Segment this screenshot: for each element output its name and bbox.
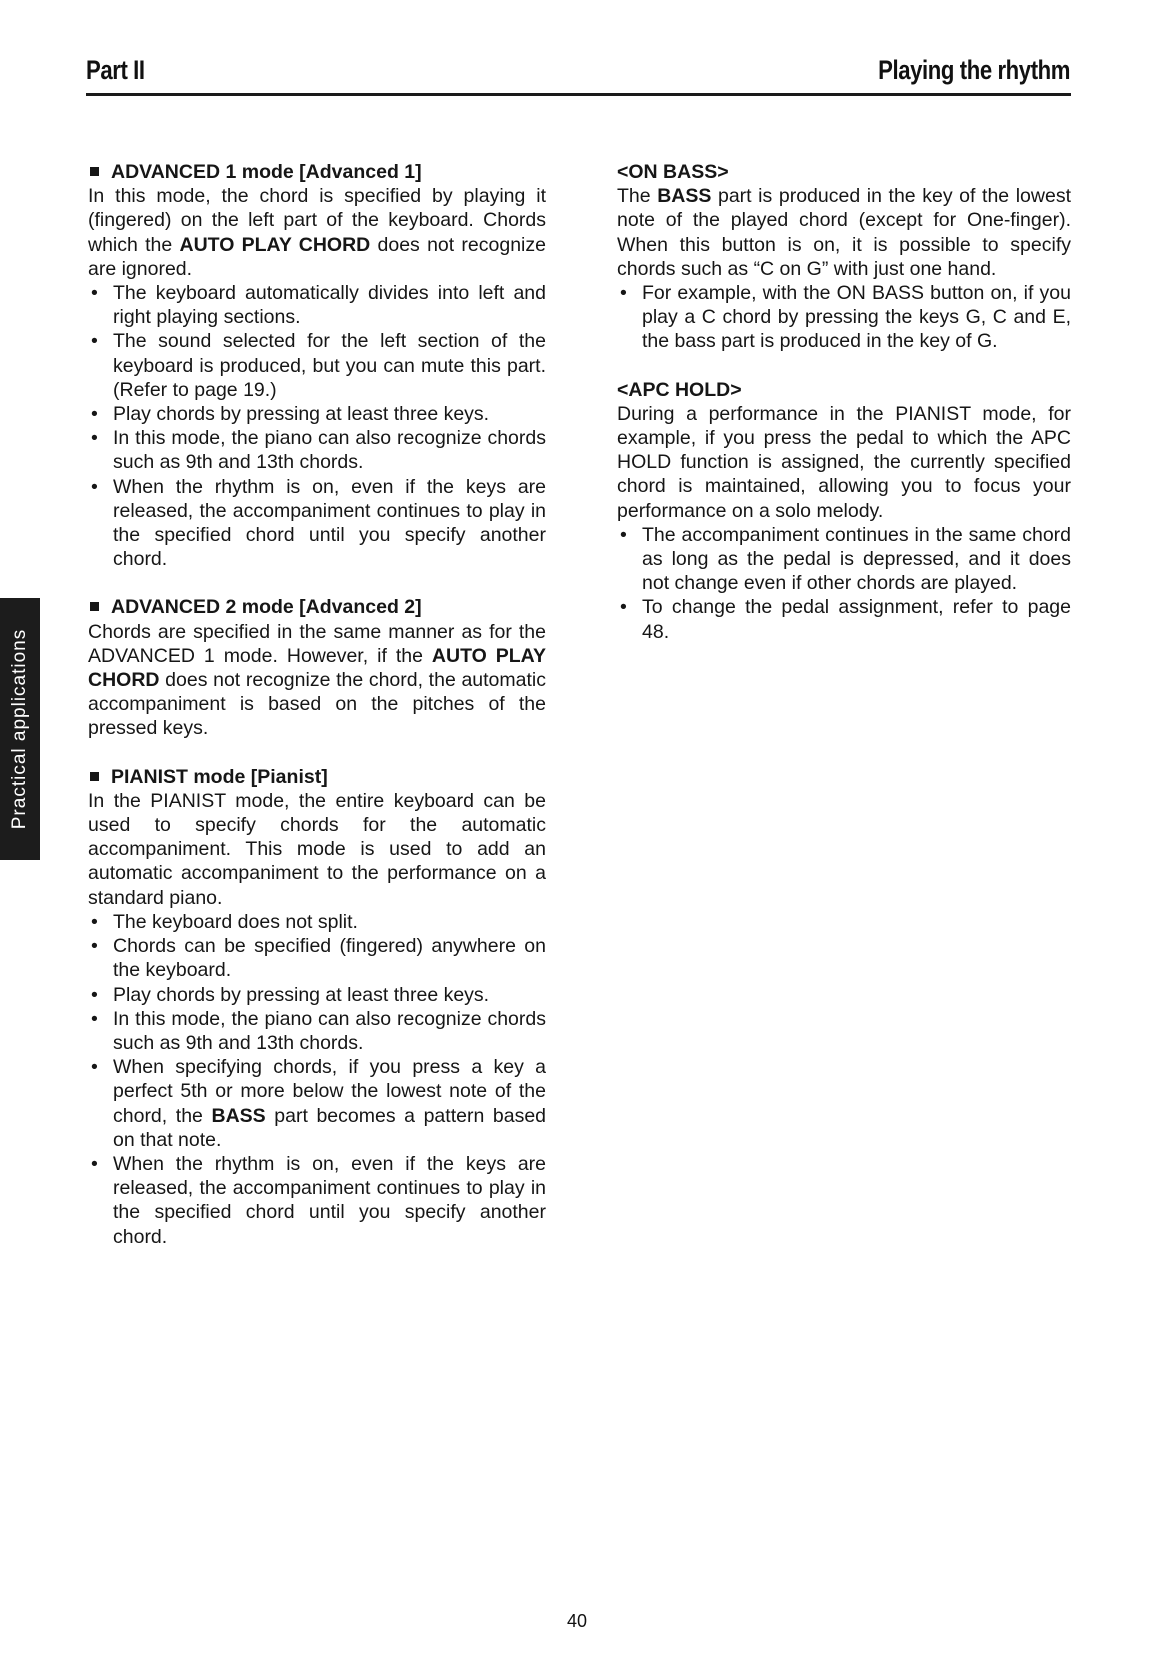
- section-paragraph: The BASS part is produced in the key of the lowest note of the played chord (except for One-finger). When this button is on, it is possible to specify chords such as “C on G” with just one hand.: [617, 185, 1071, 280]
- list-item: • In this mode, the piano can also recognize chords such as 9th and 13th chords.: [91, 1007, 546, 1054]
- section-heading: PIANIST mode [Pianist]: [88, 765, 546, 789]
- section-apc-hold: [617, 378, 1071, 644]
- list-item: • The keyboard does not split.: [91, 910, 358, 933]
- bullet-icon: •: [620, 596, 627, 619]
- part-label: Part II: [86, 55, 145, 85]
- bullet-list: [617, 281, 1071, 354]
- bullet-icon: •: [91, 427, 98, 450]
- section-paragraph: In the PIANIST mode, the entire keyboard can be used to specify chords for the automatic accompaniment. This mode is used to add an automatic accompaniment to the performance on a standard piano.: [88, 789, 546, 909]
- bullet-icon: •: [91, 983, 98, 1006]
- section-heading: <ON BASS>: [617, 161, 729, 183]
- square-bullet-icon: [90, 602, 99, 611]
- square-bullet-icon: [90, 167, 99, 176]
- side-tab-label: Practical applications: [9, 628, 30, 830]
- section-pianist: [88, 765, 546, 1249]
- list-item: • To change the pedal assignment, refer to page 48.: [620, 596, 1071, 643]
- page-number: 40: [566, 1611, 588, 1631]
- list-item: • Play chords by pressing at least three keys.: [91, 403, 490, 426]
- right-column: [617, 160, 1071, 668]
- bullet-list: [88, 281, 546, 571]
- page-title: Playing the rhythm: [878, 55, 1070, 85]
- list-item: • For example, with the ON BASS button on, if you play a C chord by pressing the keys G, C and E, the bass part is produced in the key of G.: [620, 282, 1071, 353]
- section-heading: <APC HOLD>: [617, 378, 742, 401]
- list-item: • When the rhythm is on, even if the keys are released, the accompaniment continues to play in the specified chord until you specify another chord.: [91, 475, 546, 571]
- bullet-icon: •: [91, 1056, 98, 1079]
- section-advanced-2: [88, 595, 546, 740]
- square-bullet-icon: [90, 772, 99, 781]
- section-on-bass: [617, 160, 1071, 354]
- list-item: • In this mode, the piano can also recognize chords such as 9th and 13th chords.: [91, 427, 546, 474]
- list-item: • When the rhythm is on, even if the keys are released, the accompaniment continues to play in the specified chord until you specify another chord.: [91, 1152, 546, 1248]
- list-item: • Play chords by pressing at least three keys.: [91, 983, 490, 1006]
- left-column: [88, 160, 546, 1273]
- list-item: • Chords can be specified (fingered) anywhere on the keyboard.: [91, 935, 546, 982]
- section-heading: ADVANCED 2 mode [Advanced 2]: [88, 595, 546, 619]
- section-paragraph: During a performance in the PIANIST mode, for example, if you press the pedal to which the APC HOLD function is assigned, the currently specified chord is maintained, allowing you to focus your performance on a solo melody.: [617, 402, 1071, 522]
- bullet-icon: •: [91, 282, 98, 305]
- bullet-icon: •: [620, 523, 627, 546]
- section-paragraph: Chords are specified in the same manner as for the ADVANCED 1 mode. However, if the AUTO PLAY CHORD does not recognize the chord, the automatic accompaniment is based on the pitches of the pressed keys.: [88, 620, 546, 740]
- list-item: • The sound selected for the left section of the keyboard is produced, but you can mute this part. (Refer to page 19.): [91, 330, 546, 401]
- bullet-icon: •: [91, 935, 98, 958]
- list-item: • The accompaniment continues in the same chord as long as the pedal is depressed, and it does not change even if other chords are played.: [620, 523, 1071, 595]
- bullet-list: [88, 910, 546, 1249]
- bullet-icon: •: [91, 403, 98, 426]
- bullet-icon: •: [91, 1152, 98, 1175]
- bullet-icon: •: [91, 330, 98, 353]
- bullet-icon: •: [91, 910, 98, 933]
- bullet-icon: •: [91, 1007, 98, 1030]
- bullet-icon: •: [91, 475, 98, 498]
- section-advanced-1: [88, 160, 546, 571]
- list-item: • When specifying chords, if you press a key a perfect 5th or more below the lowest note of the chord, the BASS part becomes a pattern based on that note.: [91, 1056, 547, 1151]
- header-rule: [86, 93, 1071, 96]
- bullet-list: [617, 523, 1071, 644]
- section-heading: ADVANCED 1 mode [Advanced 1]: [88, 160, 546, 184]
- bullet-icon: •: [620, 282, 627, 305]
- section-paragraph: In this mode, the chord is specified by playing it (fingered) on the left part of the keyboard. Chords which the AUTO PLAY CHORD does not recognize are ignored.: [88, 185, 546, 280]
- list-item: • The keyboard automatically divides into left and right playing sections.: [91, 282, 546, 329]
